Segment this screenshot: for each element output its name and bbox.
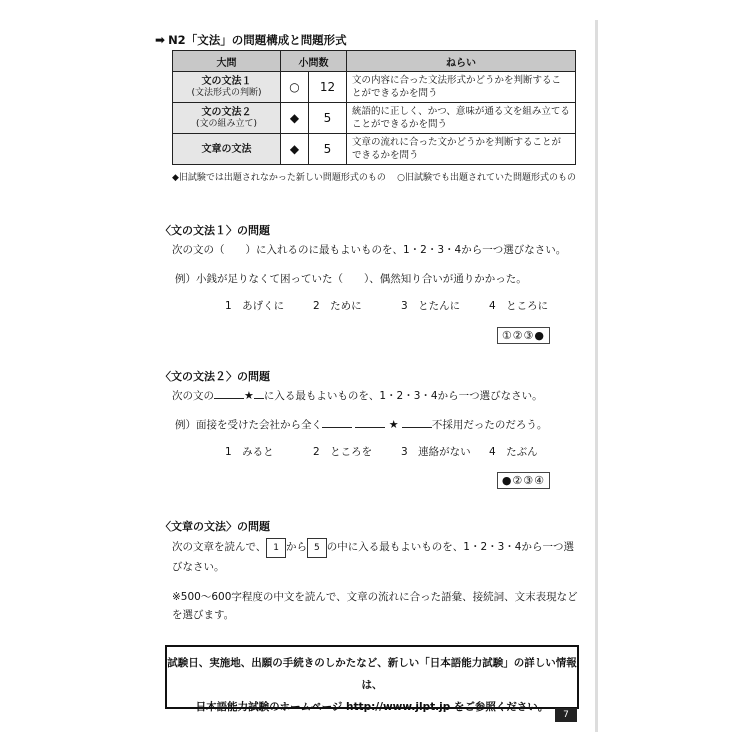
- table-header-row: [173, 51, 576, 72]
- row-name: 文章の文法: [173, 134, 281, 165]
- row-aim: 文の内容に合った文法形式かどうかを判断することができるかを問う: [347, 72, 576, 103]
- question-block-3: [160, 518, 580, 624]
- q2-title: 〈文の文法２〉の問題: [160, 370, 270, 383]
- legend-old: ○旧試験でも出題されていた問題形式のもの: [397, 173, 576, 183]
- q3-note: ※500～600字程度の中文を読んで、文章の流れに合った語彙、接続詞、文末表現などを選びます。: [172, 591, 578, 621]
- row-name: 文の文法２ (文の組み立て): [173, 103, 281, 134]
- q1-choices: [225, 298, 580, 313]
- section-title: ➡ N2「文法」の問題構成と問題形式: [155, 33, 347, 47]
- row-mark: ○: [281, 72, 309, 103]
- row-aim: 統語的に正しく、かつ、意味が通る文を組み立てることができるかを問う: [347, 103, 576, 134]
- choice: 4 ところに: [489, 300, 549, 312]
- row-mark: ◆: [281, 103, 309, 134]
- choice: 3 とたんに: [401, 300, 461, 312]
- q1-title: 〈文の文法１〉の問題: [160, 224, 270, 237]
- q3-title: 〈文章の文法〉の問題: [160, 520, 270, 533]
- page-number: 7: [555, 708, 577, 722]
- question-block-2: [160, 368, 580, 487]
- row-name: 文の文法１ (文法形式の判断): [173, 72, 281, 103]
- q2-answer-sheet: ●②③④: [497, 472, 550, 489]
- q1-instruction: 次の文の（ ）に入れるのに最もよいものを、1・2・3・4から一つ選びなさい。: [172, 244, 567, 256]
- info-box: [165, 645, 579, 713]
- choice: 2 ところを: [313, 446, 373, 458]
- table-row: [173, 134, 576, 165]
- choice: 1 みると: [225, 446, 274, 458]
- info-line-2: 日本語能力試験のホームページ http://www.jlpt.jp をご参照ください。: [195, 701, 549, 713]
- legend-new: ◆旧試験では出題されなかった新しい問題形式のもの: [172, 173, 386, 183]
- header-daimon: 大問: [173, 51, 281, 72]
- info-line-1: 試験日、実施地、出願の手続きのしかたなど、新しい「日本語能力試験」の詳しい情報は、: [167, 657, 577, 691]
- q2-instruction: 次の文の ★ に入る最もよいものを、1・2・3・4から一つ選びなさい。: [172, 389, 543, 402]
- row-aim: 文章の流れに合った文かどうかを判断することができるかを問う: [347, 134, 576, 165]
- choice: 1 あげくに: [225, 300, 285, 312]
- box-number: 1: [266, 538, 286, 558]
- q1-example: 例）小銭が足りなくて困っていた（ ）、偶然知り合いが通りかかった。: [175, 273, 527, 285]
- header-count: 小問数: [281, 51, 347, 72]
- star-icon: ★: [244, 389, 254, 402]
- star-icon: ★: [388, 418, 399, 431]
- arrow-right-icon: ➡: [155, 33, 166, 47]
- row-count: 5: [309, 103, 347, 134]
- page-edge: [595, 20, 598, 732]
- choice: 2 ために: [313, 300, 362, 312]
- row-count: 5: [309, 134, 347, 165]
- q3-instruction: 次の文章を読んで、 1 から 5 の中に入る最もよいものを、1・2・3・4から一つ選びなさい。: [172, 538, 580, 576]
- q1-answer-sheet: ①②③●: [497, 327, 550, 344]
- table-row: [173, 103, 576, 134]
- row-mark: ◆: [281, 134, 309, 165]
- row-count: 12: [309, 72, 347, 103]
- q2-example: 例）面接を受けた会社から全く ★ 不採用だったのだろう。: [175, 418, 548, 431]
- structure-table: [172, 50, 576, 165]
- header-aim: ねらい: [347, 51, 576, 72]
- q2-choices: [225, 444, 580, 459]
- table-legend: [172, 170, 576, 183]
- choice: 4 たぶん: [489, 446, 538, 458]
- choice: 3 連絡がない: [401, 446, 471, 458]
- box-number: 5: [307, 538, 327, 558]
- question-block-1: [160, 222, 580, 342]
- table-row: [173, 72, 576, 103]
